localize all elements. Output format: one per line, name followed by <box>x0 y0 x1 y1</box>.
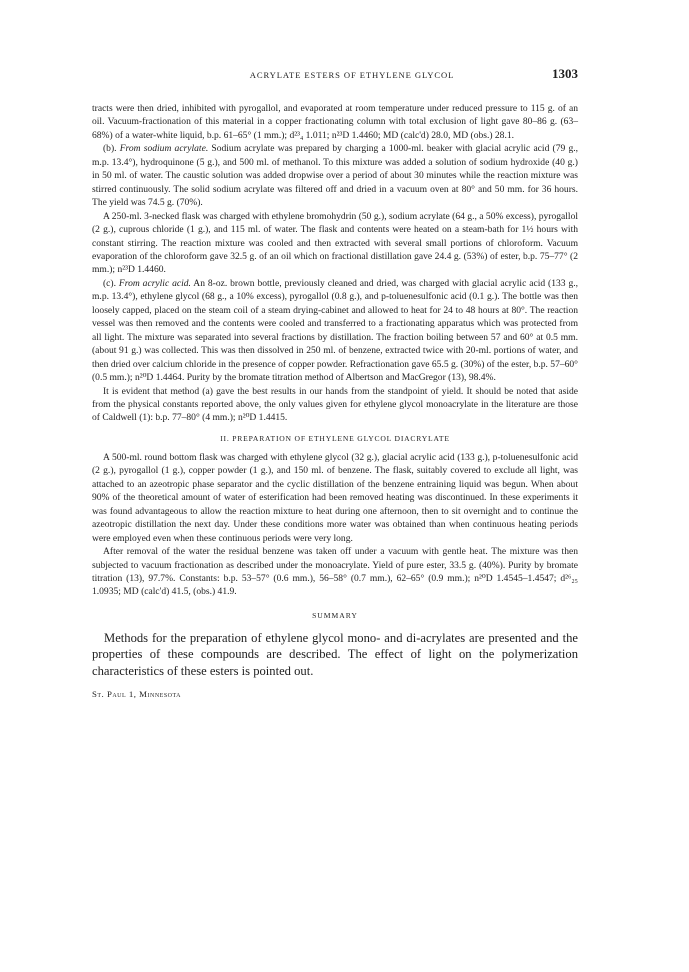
paragraph-continuation: tracts were then dried, inhibited with pyrogallol, and evaporated at room temperature under reduced pressure to 115 g. of an oil. Vacuum-fractionation of this material in a copper fractionating column with total exclusion of light gave 80–86 g. (63–68%) of a water-white liquid, b.p. 61–65° (1 mm.); d²³₄ 1.011; n²³D 1.4460; MD (calc'd) 28.0, MD (obs.) 28.1. <box>92 103 578 141</box>
paragraph-diacrylate-procedure: A 500-ml. round bottom flask was charged with ethylene glycol (32 g.), glacial acrylic acid (133 g.), p-toluenesulfonic acid (2 g.), pyrogallol (1 g.), copper powder (1 g.), and 150 ml. of benzene. The flask, suitably covered to exclude all light, was attached to an azeotropic phase separator and the cyclic distillation of the benzene entraining liquid was begun. When about 90% of the theoretical amount of water of esterification had been removed heating was discontinued. In these experiments it was found advantageous to allow the reaction mixture to heat during one afternoon, then to sit overnight and to continue the azeotropic distillation the next day. Under these conditions more water was obtained than when continuous heating periods were employed even when these continuous periods were very long. <box>92 451 578 544</box>
method-b-label: (b). <box>103 143 120 155</box>
paragraph-bromohydrin: A 250-ml. 3-necked flask was charged with ethylene bromohydrin (50 g.), sodium acrylate (64 g., a 50% excess), pyrogallol (2 g.), cuprous chloride (1 g.), and 115 ml. of water. The flask and contents were heated on a steam-bath for 1½ hours with constant stirring. The reaction mixture was cooled and then extracted with several small portions of chloroform. Vacuum evaporation of the chloroform gave 32.5 g. of an oil which on fractional distillation gave 24.4 g. (53%) of ester, b.p. 75–77° (2 mm.); n²³D 1.4460. <box>92 210 578 276</box>
method-b-text: Sodium acrylate was prepared by charging a 1000-ml. beaker with glacial acrylic acid (79 g., m.p. 13.4°), hydroquinone (5 g.), and 500 ml. of methanol. To this mixture was added a solution of sodium hydroxide (40 g.) in 50 ml. of water. The caustic solution was added dropwise over a period of about 30 minutes while the reaction mixture was stirred continuously. The solid sodium acrylate was filtered off and dried in a vacuum oven at 80° and 50 mm. for 36 hours. The yield was 74.5 g. (70%). <box>92 143 579 209</box>
paragraph-method-c <box>92 277 578 385</box>
paragraph-comparison: It is evident that method (a) gave the best results in our hands from the standpoint of yield. It should be noted that aside from the physical constants reported above, the only values given for ethylene glycol monoacrylate in the literature are those of Caldwell (1): b.p. 77–80° (4 mm.); n²⁰D 1.4415. <box>92 385 578 424</box>
running-header <box>92 66 578 86</box>
document-page <box>92 66 578 699</box>
running-title: ACRYLATE ESTERS OF ETHYLENE GLYCOL <box>249 70 455 80</box>
method-c-label: (c). <box>103 277 119 289</box>
paragraph-diacrylate-workup: After removal of the water the residual benzene was taken off under a vacuum with gentle heat. The mixture was then subjected to vacuum fractionation as described under the monoacrylate. Yield of pure ester, 33.5 g. (40%). Purity by bromate titration (13), 97.7%. Constants: b.p. 53–57° (0.6 mm.), 56–58° (0.7 mm.), 62–65° (0.9 mm.); n²⁰D 1.4545–1.4547; d²⁶₂₅ 1.0935; MD (calc'd) 41.5, (obs.) 41.9. <box>92 546 578 598</box>
paragraph-method-b <box>92 142 578 209</box>
method-b-title: From sodium acrylate. <box>119 143 209 155</box>
author-location: St. Paul 1, Minnesota <box>92 688 182 699</box>
method-c-title: From acrylic acid. <box>118 277 191 289</box>
method-c-text: An 8-oz. brown bottle, previously cleaned and dried, was charged with glacial acrylic acid (133 g., m.p. 13.4°), ethylene glycol (68 g., a 10% excess), pyrogallol (0.8 g.), and p-toluenesulfonic acid (0.1 g.). The bottle was then loosely capped, placed on the steam coil of a steam drying-cabinet and allowed to heat for 24 to 48 hours at 80°. The reaction vessel was then removed and the contents were cooled and transferred to a fractionating apparatus which was protected from all light. The mixture was separated into several fractions by distillation. The fraction boiling between 57 and 60° at 0.5 mm. (about 91 g.) was collected. This was then dissolved in 250 ml. of benzene, extracted twice with 20-ml. portions of water, and then dried over calcium chloride in the presence of copper powder. Refractionation gave 65.5 g. (30%) of the ester, b.p. 57–60° (0.5 mm.); n²⁰D 1.4464. Purity by the bromate titration method of Albertson and MacGregor (13), 98.4%. <box>92 277 578 384</box>
summary-text: Methods for the preparation of ethylene glycol mono- and di-acrylates are presented and the properties of these compounds are described. The effect of light on the polymerization characteristics of these esters is pointed out. <box>92 630 578 679</box>
section-heading-diacrylate: II. PREPARATION OF ETHYLENE GLYCOL DIACRYLATE <box>220 433 450 443</box>
summary-heading: SUMMARY <box>312 610 358 620</box>
page-number: 1303 <box>552 66 578 81</box>
